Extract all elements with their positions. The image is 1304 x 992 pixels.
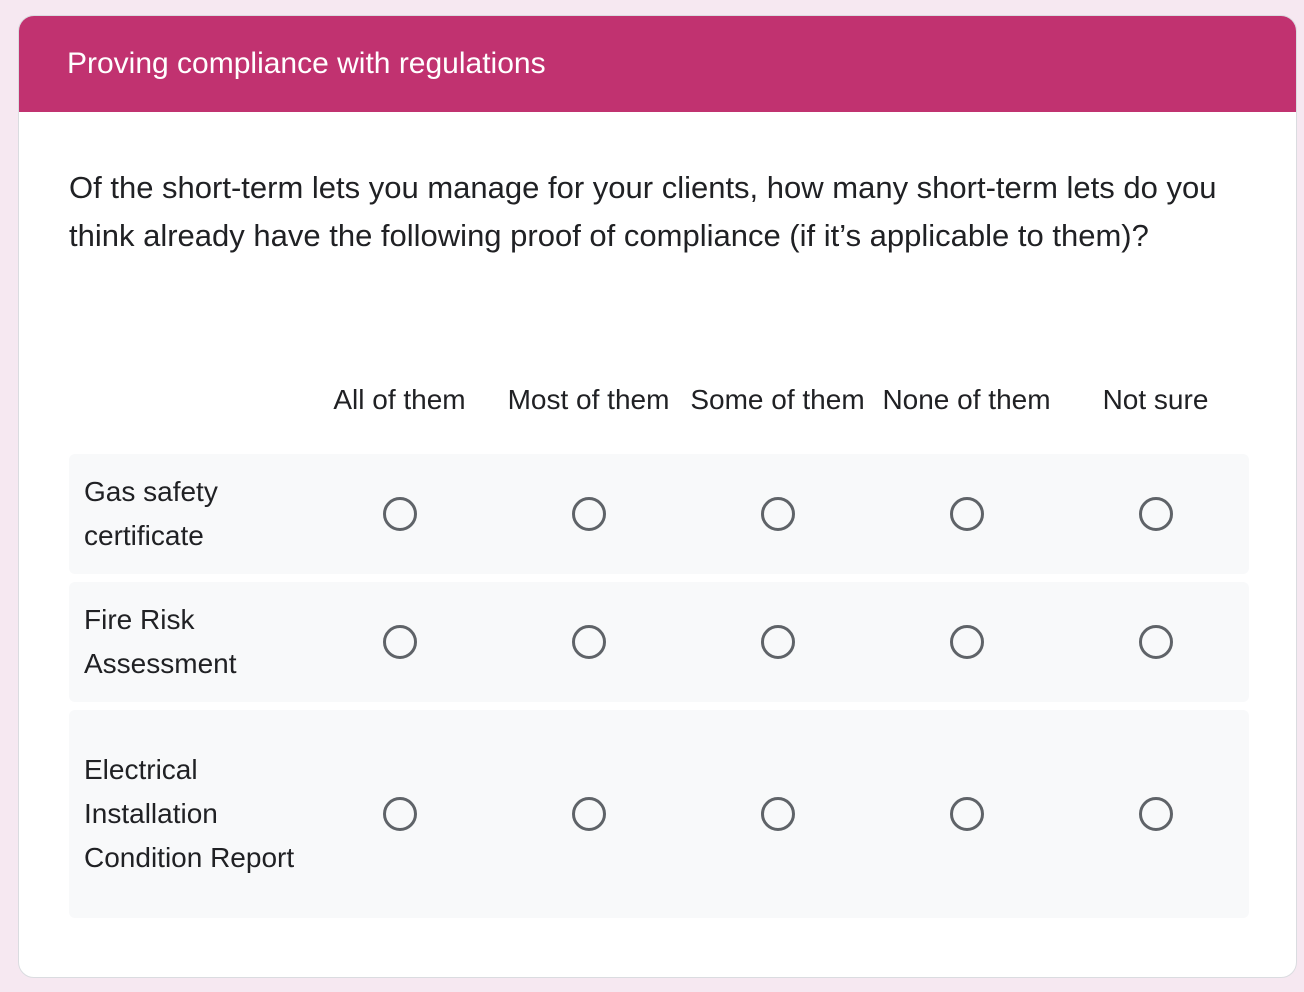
- grid-cell: [683, 625, 872, 659]
- row-label: Gas safety certificate: [84, 476, 218, 551]
- column-label-none: None of them: [882, 384, 1051, 415]
- radio-fire-all[interactable]: [383, 625, 417, 659]
- radio-electrical-none[interactable]: [950, 797, 984, 831]
- radio-fire-some[interactable]: [761, 625, 795, 659]
- column-label-not-sure: Not sure: [1102, 384, 1209, 415]
- radio-fire-most[interactable]: [572, 625, 606, 659]
- grid-cell: [872, 497, 1061, 531]
- radio-fire-not-sure[interactable]: [1139, 625, 1173, 659]
- row-label: Fire Risk Assessment: [84, 604, 237, 679]
- radio-gas-most[interactable]: [572, 497, 606, 531]
- row-label: Electrical Installation Condition Report: [84, 754, 295, 873]
- grid-header-row: [69, 346, 1249, 454]
- grid-cell: [494, 797, 683, 831]
- grid-cell: [305, 797, 494, 831]
- grid-cell: [683, 497, 872, 531]
- grid-cell: [494, 497, 683, 531]
- column-label-some: Some of them: [690, 384, 865, 415]
- column-label-most: Most of them: [507, 384, 670, 415]
- radio-grid: [69, 346, 1249, 926]
- column-label-all: All of them: [333, 384, 466, 415]
- grid-cell: [305, 625, 494, 659]
- radio-electrical-not-sure[interactable]: [1139, 797, 1173, 831]
- grid-cell: [683, 797, 872, 831]
- radio-gas-some[interactable]: [761, 497, 795, 531]
- section-header: [19, 16, 1296, 112]
- radio-gas-none[interactable]: [950, 497, 984, 531]
- radio-electrical-all[interactable]: [383, 797, 417, 831]
- radio-gas-not-sure[interactable]: [1139, 497, 1173, 531]
- radio-fire-none[interactable]: [950, 625, 984, 659]
- grid-cell: [1061, 625, 1250, 659]
- grid-row-fire-risk: [69, 582, 1249, 702]
- grid-cell: [305, 497, 494, 531]
- question-card: [18, 15, 1297, 978]
- radio-electrical-most[interactable]: [572, 797, 606, 831]
- grid-cell: [872, 625, 1061, 659]
- grid-cell: [872, 797, 1061, 831]
- grid-row-gas-safety: [69, 454, 1249, 574]
- radio-gas-all[interactable]: [383, 497, 417, 531]
- section-title: Proving compliance with regulations: [67, 47, 546, 80]
- grid-row-electrical: [69, 710, 1249, 918]
- grid-cell: [494, 625, 683, 659]
- grid-cell: [1061, 497, 1250, 531]
- grid-cell: [1061, 797, 1250, 831]
- radio-electrical-some[interactable]: [761, 797, 795, 831]
- question-text: Of the short-term lets you manage for your clients, how many short-term lets do you think already have the following proof of compliance (if it’s applicable to them)?: [69, 170, 1217, 253]
